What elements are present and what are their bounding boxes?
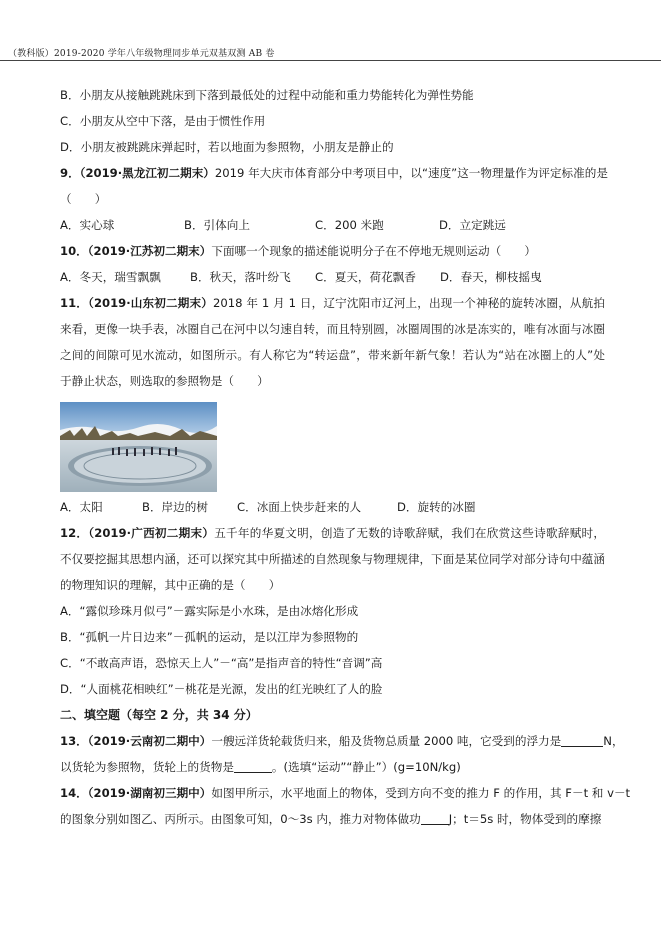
q10-text: 下面哪一个现象的描述能说明分子在不停地无规则运动（ ） — [211, 244, 536, 258]
q11-option-a: A．太阳 — [60, 500, 103, 514]
q13-source: （2019·云南初二期中） — [87, 734, 212, 748]
q14-text: 如图甲所示，水平地面上的物体，受到方向不变的推力 F 的作用，其 F－t 和 v－t — [211, 786, 631, 800]
q13-number: 13． — [60, 734, 88, 748]
q12-text: 五千年的华夏文明，创造了无数的诗歌辞赋，我们在欣赏这些诗歌辞赋时，不仅要挖掘其思想内涵，还可以探究其中所描述的自然现象与物理规律，下面是某位同学对部分诗句中蕴涵的物理知识的理解，其中正确的是（ ） — [60, 526, 605, 592]
q9-option-b: B．引体向上 — [184, 218, 250, 232]
q9-source: （2019·黑龙江初二期末） — [79, 166, 215, 180]
q11-number: 11． — [60, 296, 89, 310]
q13-blank-1[interactable] — [561, 733, 603, 747]
q10-source: （2019·江苏初二期末） — [87, 244, 212, 258]
q13-unit: N， — [603, 734, 624, 748]
q11-text: 2018 年 1 月 1 日，辽宁沈阳市辽河上，出现一个神秘的旋转冰圈，从航拍来看，更像一块手表，冰圈自己在河中以匀速自转，而且特别圆，冰圈周围的冰是冻实的，唯有冰面与冰圈之间的间隙可见水流动，如图所示。有人称它为“转运盘”，带来新年新气象！若认为“站在冰圈上的人”处于静止状态，则选取的参照物是（ ） — [60, 296, 606, 388]
q11-stem — [60, 290, 605, 394]
q9-option-d: D．立定跳远 — [439, 218, 506, 232]
page-header: （教科版）2019-2020 学年八年级物理同步单元双基双测 AB 卷 — [8, 49, 275, 59]
q13-text-2: 以货轮为参照物，货轮上的货物是 — [60, 760, 234, 774]
q12-source: （2019·广西初二期末） — [88, 526, 215, 540]
q14-text-3: J；t＝5s 时，物体受到的摩擦 — [448, 812, 602, 826]
document-body — [60, 82, 631, 832]
q8-option-d: D．小朋友被跳跳床弹起时，若以地面为参照物，小朋友是静止的 — [60, 140, 394, 154]
q14-source: （2019·湖南初三期中） — [87, 786, 212, 800]
q11-source: （2019·山东初二期末） — [88, 296, 213, 310]
q9-option-c: C．200 米跑 — [315, 218, 384, 232]
q10-option-d: D．春天，柳枝摇曳 — [440, 270, 542, 284]
q9-options — [60, 212, 605, 238]
q9-option-a: A．实心球 — [60, 218, 115, 232]
q10-option-c: C．夏天，荷花飘香 — [315, 270, 416, 284]
section-fill-in-title: 二、填空题（每空 2 分，共 34 分） — [60, 708, 258, 722]
q8-option-c: C．小朋友从空中下落，是由于惯性作用 — [60, 114, 266, 128]
q11-option-d: D．旋转的冰圈 — [397, 500, 476, 514]
ice-circle-image — [60, 402, 217, 492]
q12-option-c: C．“不敢高声语，恐惊天上人”－“高”是指声音的特性“音调”高 — [60, 656, 383, 670]
q13-note: (g=10N/kg) — [393, 760, 461, 774]
q13-stem — [60, 728, 624, 754]
q11-options — [60, 494, 605, 520]
q10-option-a: A．冬天，瑞雪飘飘 — [60, 270, 161, 284]
q10-options — [60, 264, 605, 290]
q14-blank-1[interactable] — [421, 811, 449, 825]
q13-line-2 — [60, 754, 605, 780]
q11-option-b: B．岸边的树 — [142, 500, 208, 514]
header-rule — [0, 60, 661, 61]
q10-option-b: B．秋天，落叶纷飞 — [190, 270, 291, 284]
q11-option-c: C．冰面上快步赶来的人 — [237, 500, 362, 514]
q13-blank-2[interactable] — [234, 759, 272, 773]
q14-text-2: 的图象分别如图乙、丙所示。由图象可知，0～3s 内，推力对物体做功 — [60, 812, 421, 826]
q14-stem — [60, 780, 631, 806]
q9-stem — [60, 160, 608, 186]
q14-number: 14． — [60, 786, 88, 800]
q12-option-b: B．“孤帆一片日边来”－孤帆的运动，是以江岸为参照物的 — [60, 630, 359, 644]
q9-answer-bracket: （ ） — [60, 192, 107, 206]
q10-stem — [60, 238, 605, 264]
ice-circle-photo — [60, 402, 217, 492]
q12-number: 12． — [60, 526, 89, 540]
q9-number: 9． — [60, 166, 80, 180]
q9-text: 2019 年大庆市体育部分中考项目中，以“速度”这一物理量作为评定标准的是 — [214, 166, 608, 180]
q13-text-3: 。(选填“运动”“静止”） — [271, 760, 394, 774]
q8-option-b: B．小朋友从接触跳跳床到下落到最低处的过程中动能和重力势能转化为弹性势能 — [60, 88, 474, 102]
q12-stem — [60, 520, 605, 598]
q14-line-2 — [60, 806, 605, 832]
q12-option-a: A．“露似珍珠月似弓”－露实际是小水珠，是由冰熔化形成 — [60, 604, 359, 618]
q10-number: 10． — [60, 244, 88, 258]
q13-text: 一艘远洋货轮载货归来，船及货物总质量 2000 吨，它受到的浮力是 — [211, 734, 562, 748]
q12-option-d: D．“人面桃花相映红”－桃花是光源，发出的红光映红了人的脸 — [60, 682, 383, 696]
